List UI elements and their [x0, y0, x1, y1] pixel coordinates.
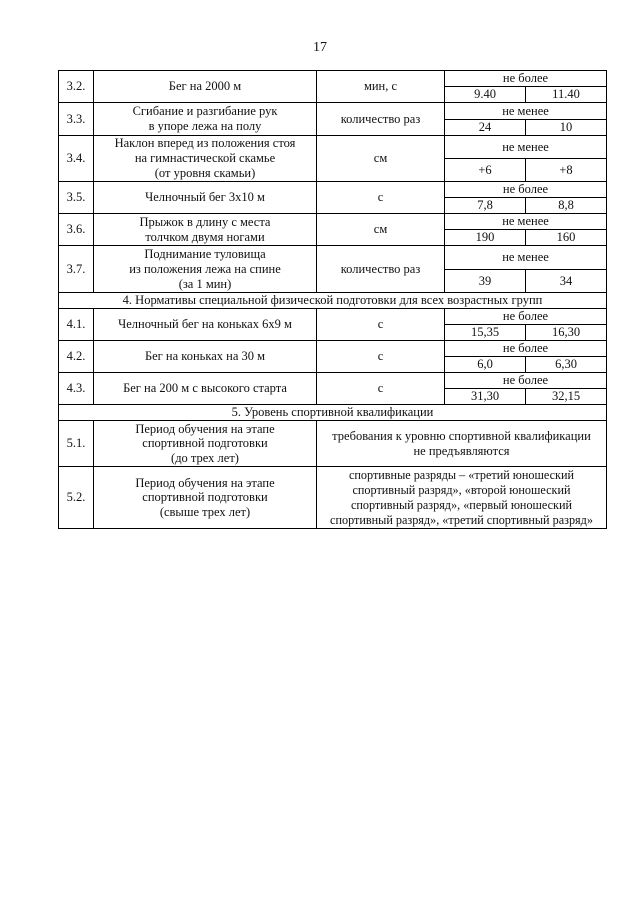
exercise-name: Бег на 2000 м [94, 71, 317, 103]
value-cell: +6 [445, 159, 526, 182]
exercise-name: Бег на 200 м с высокого старта [94, 373, 317, 405]
value-cell: 34 [526, 270, 607, 293]
value-cell: 8,8 [526, 198, 607, 214]
unit-of-measure: с [317, 373, 445, 405]
table-row [59, 71, 607, 87]
section-header-row [59, 405, 607, 421]
section-title: 5. Уровень спортивной квалификации [59, 405, 607, 421]
value-cell: 15,35 [445, 325, 526, 341]
exercise-name: Поднимание туловища из положения лежа на спине (за 1 мин) [94, 246, 317, 293]
value-cell: +8 [526, 159, 607, 182]
row-number: 5.1. [59, 421, 94, 467]
value-cell: 190 [445, 230, 526, 246]
table-row [59, 309, 607, 325]
table-row [59, 373, 607, 389]
exercise-name: Прыжок в длину с места толчком двумя ногами [94, 214, 317, 246]
table-row [59, 421, 607, 467]
unit-of-measure: мин, с [317, 71, 445, 103]
value-cell: 6,30 [526, 357, 607, 373]
value-cell: 39 [445, 270, 526, 293]
row-number: 3.4. [59, 136, 94, 182]
row-number: 3.6. [59, 214, 94, 246]
table-row [59, 103, 607, 120]
value-cell: 6,0 [445, 357, 526, 373]
condition-label: не менее [445, 103, 607, 120]
unit-of-measure: с [317, 182, 445, 214]
unit-of-measure: см [317, 136, 445, 182]
section-header-row [59, 293, 607, 309]
value-cell: 32,15 [526, 389, 607, 405]
value-cell: 7,8 [445, 198, 526, 214]
qualification-requirement: спортивные разряды – «третий юношеский спортивный разряд», «второй юношеский спортивный разряд», «первый юношеский спортивный разряд», «третий спортивный разряд» [317, 467, 607, 529]
training-period: Период обучения на этапе спортивной подготовки (до трех лет) [94, 421, 317, 467]
unit-of-measure: см [317, 214, 445, 246]
table-row [59, 182, 607, 198]
table-row [59, 136, 607, 159]
qualification-requirement: требования к уровню спортивной квалификации не предъявляются [317, 421, 607, 467]
exercise-name: Челночный бег 3x10 м [94, 182, 317, 214]
condition-label: не более [445, 182, 607, 198]
unit-of-measure: с [317, 309, 445, 341]
row-number: 3.3. [59, 103, 94, 136]
training-period: Период обучения на этапе спортивной подготовки (свыше трех лет) [94, 467, 317, 529]
section-title: 4. Нормативы специальной физической подготовки для всех возрастных групп [59, 293, 607, 309]
row-number: 4.1. [59, 309, 94, 341]
unit-of-measure: количество раз [317, 246, 445, 293]
exercise-name: Бег на коньках на 30 м [94, 341, 317, 373]
exercise-name: Челночный бег на коньках 6x9 м [94, 309, 317, 341]
row-number: 5.2. [59, 467, 94, 529]
condition-label: не менее [445, 246, 607, 270]
condition-label: не более [445, 71, 607, 87]
table-row [59, 246, 607, 270]
row-number: 3.7. [59, 246, 94, 293]
table-row [59, 341, 607, 357]
unit-of-measure: с [317, 341, 445, 373]
value-cell: 24 [445, 120, 526, 136]
row-number: 4.2. [59, 341, 94, 373]
condition-label: не более [445, 309, 607, 325]
page-number: 17 [313, 40, 327, 55]
condition-label: не более [445, 373, 607, 389]
condition-label: не менее [445, 214, 607, 230]
value-cell: 160 [526, 230, 607, 246]
row-number: 4.3. [59, 373, 94, 405]
row-number: 3.5. [59, 182, 94, 214]
table-row [59, 214, 607, 230]
standards-table [58, 70, 607, 529]
row-number: 3.2. [59, 71, 94, 103]
value-cell: 9.40 [445, 87, 526, 103]
value-cell: 11.40 [526, 87, 607, 103]
value-cell: 10 [526, 120, 607, 136]
value-cell: 31,30 [445, 389, 526, 405]
table-row [59, 467, 607, 529]
condition-label: не менее [445, 136, 607, 159]
exercise-name: Сгибание и разгибание рук в упоре лежа на полу [94, 103, 317, 136]
unit-of-measure: количество раз [317, 103, 445, 136]
value-cell: 16,30 [526, 325, 607, 341]
condition-label: не более [445, 341, 607, 357]
exercise-name: Наклон вперед из положения стоя на гимнастической скамье (от уровня скамьи) [94, 136, 317, 182]
